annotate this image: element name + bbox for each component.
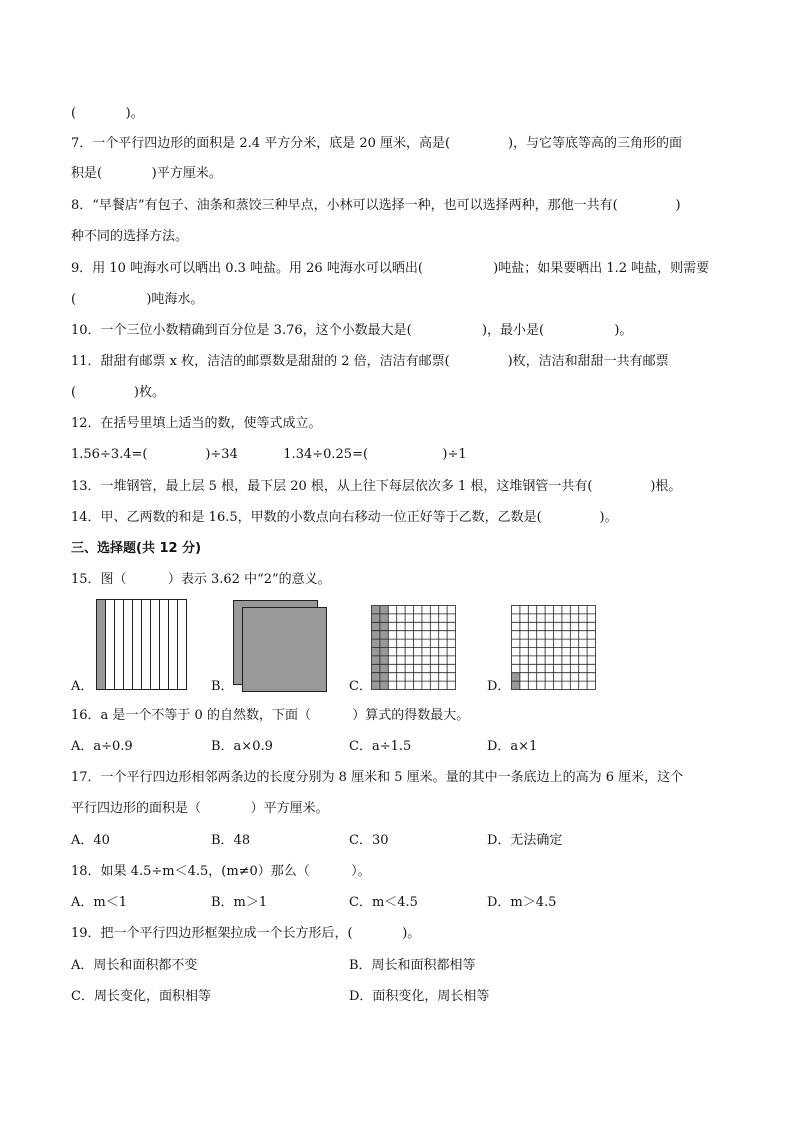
q18-option-c: C．m＜4.5 (349, 895, 418, 910)
question-17-line2: 平行四边形的面积是（ ）平方厘米。 (71, 801, 329, 816)
q19-option-b: B．周长和面积都相等 (349, 958, 476, 973)
question-17-line1: 17．一个平行四边形相邻两条边的长度分别为 8 厘米和 5 厘米。量的其中一条底边上的高为 6 厘米，这个 (71, 770, 684, 785)
question-12: 12．在括号里填上适当的数，使等式成立。 (71, 416, 322, 431)
question-15: 15．图（ ）表示 3.62 中“2”的意义。 (71, 572, 331, 587)
question-19: 19．把一个平行四边形框架拉成一个长方形后，( )。 (71, 926, 421, 941)
question-12-equations: 1.56÷3.4=( )÷34 1.34÷0.25=( )÷1 (71, 447, 467, 462)
q17-option-c: C．30 (349, 833, 389, 848)
q15-figure-c (371, 605, 457, 691)
q16-option-c: C．a÷1.5 (349, 739, 412, 754)
question-8-line2: 种不同的选择方法。 (71, 229, 189, 244)
question-16: 16．a 是一个不等于 0 的自然数，下面（ ）算式的得数最大。 (71, 708, 470, 723)
question-8-line1: 8．“早餐店”有包子、油条和蒸饺三种早点，小林可以选择一种，也可以选择两种，那他一共有( ) (71, 198, 681, 213)
question-9-line2: ( )吨海水。 (71, 292, 204, 307)
q19-option-c: C．周长变化，面积相等 (71, 989, 211, 1004)
question-7-line1: 7．一个平行四边形的面积是 2.4 平方分米，底是 20 厘米，高是( )，与它等底等高的三角形的面 (71, 136, 683, 151)
question-13: 13．一堆钢管，最上层 5 根，最下层 20 根，从上往下每层依次多 1 根，这堆钢管一共有( )根。 (71, 479, 682, 494)
q16-option-b: B．a×0.9 (211, 739, 273, 754)
question-10: 10．一个三位小数精确到百分位是 3.76，这个小数最大是( )，最小是( )。 (71, 323, 633, 338)
q16-option-d: D．a×1 (487, 739, 538, 754)
section-heading-choice: 三、选择题(共 12 分) (71, 541, 202, 556)
q19-option-a: A．周长和面积都不变 (71, 958, 198, 973)
q15-figure-b (232, 599, 330, 693)
q18-option-a: A．m＜1 (71, 895, 127, 910)
q15-figure-a (96, 599, 188, 691)
q15-option-b-label: B． (211, 679, 234, 694)
q15-option-a-label: A． (71, 679, 94, 694)
q19-option-d: D．面积变化，周长相等 (349, 989, 490, 1004)
q17-option-a: A．40 (71, 833, 110, 848)
q17-option-d: D．无法确定 (487, 833, 563, 848)
question-14: 14．甲、乙两数的和是 16.5，甲数的小数点向右移动一位正好等于乙数，乙数是( )。 (71, 510, 618, 525)
q16-option-a: A．a÷0.9 (71, 739, 133, 754)
line-continuation: ( )。 (71, 106, 144, 121)
question-7-line2: 积是( )平方厘米。 (71, 166, 222, 181)
question-11-line2: ( )枚。 (71, 385, 165, 400)
question-18: 18．如果 4.5÷m＜4.5，(m≠0）那么（ ）。 (71, 864, 371, 879)
q18-option-d: D．m＞4.5 (487, 895, 557, 910)
q15-option-c-label: C． (349, 679, 372, 694)
question-11-line1: 11．甜甜有邮票 x 枚，洁洁的邮票数是甜甜的 2 倍，洁洁有邮票( )枚，洁洁和甜甜一共有邮票 (71, 354, 669, 369)
question-9-line1: 9．用 10 吨海水可以晒出 0.3 吨盐。用 26 吨海水可以晒出( )吨盐；如果要晒出 1.2 吨盐，则需要 (71, 261, 710, 276)
q15-figure-d (511, 605, 597, 691)
q15-option-d-label: D． (487, 679, 511, 694)
q18-option-b: B．m＞1 (211, 895, 268, 910)
q17-option-b: B．48 (211, 833, 251, 848)
